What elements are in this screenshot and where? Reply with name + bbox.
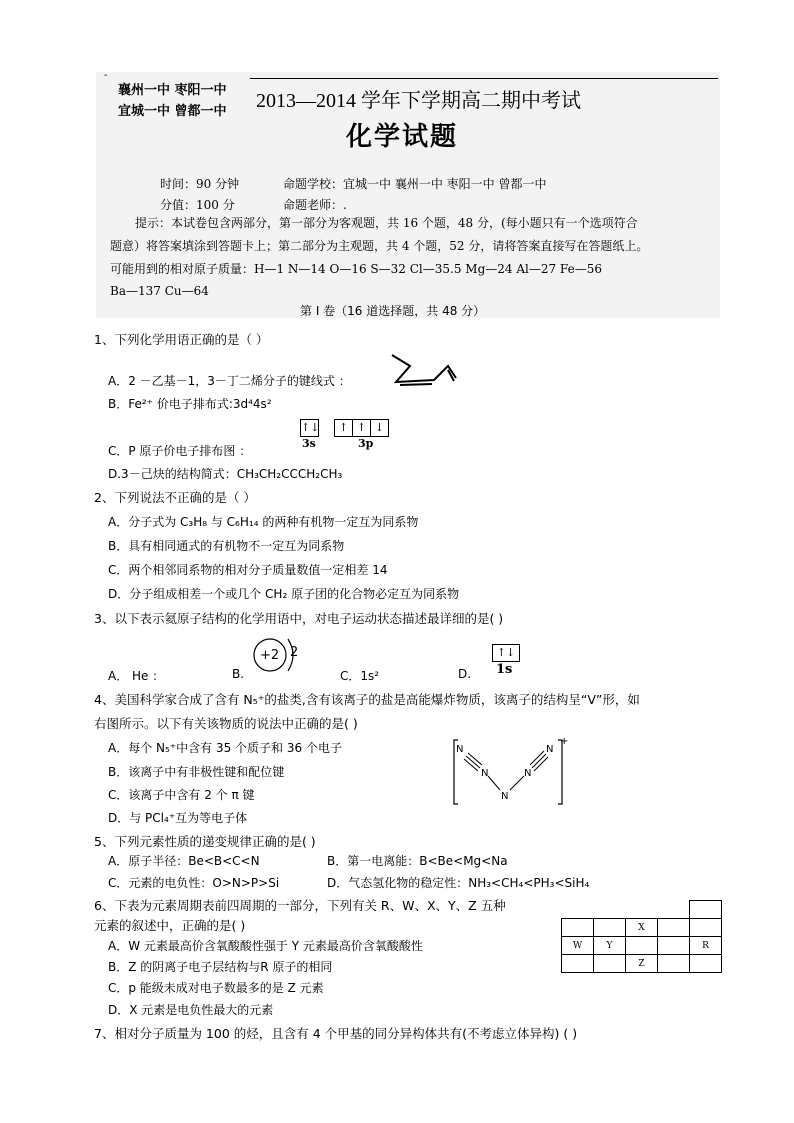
notice-line-3: 可能用到的相对原子质量：H—1 N—14 O—16 S—32 Cl—35.5 Mg—24 Al—27 Fe—56 <box>110 262 602 276</box>
orbital-cell: ↓ <box>374 421 385 434</box>
corner-mark: - <box>104 70 108 81</box>
table-cell <box>562 919 594 937</box>
header-rule <box>250 78 718 79</box>
q1-3s-label: 3s <box>302 437 316 450</box>
q6-stem-line-1: 6、下表为元素周期表前四周期的一部分，下列有关 R、W、X、Y、Z 五种 <box>94 898 506 913</box>
q6-option-d: D．X 元素是电负性最大的元素 <box>108 1003 274 1017</box>
table-row <box>562 955 722 973</box>
q1-orbital-diagram <box>300 419 410 455</box>
table-cell <box>658 919 690 937</box>
q3-option-c: C．1s² <box>340 669 380 683</box>
q1-option-a: A．2 －乙基－1，3－丁二烯分子的键线式 ： <box>108 374 351 388</box>
q5-option-d: D．气态氢化物的稳定性：NH₃<CH₄<PH₃<SiH₄ <box>327 876 590 890</box>
q4-option-d: D．与 PCl₄⁺互为等电子体 <box>108 811 248 825</box>
q6-option-b: B．Z 的阴离子电子层结构与R 原子的相同 <box>108 960 333 974</box>
schools-line-2: 宜城一中 曾都一中 <box>118 104 227 119</box>
q1-option-d: D.3－己炔的结构简式：CH₃CH₂CCCH₂CH₃ <box>108 467 343 481</box>
table-cell: R <box>690 937 722 955</box>
table-cell: W <box>562 937 594 955</box>
exam-teacher: 命题老师：. <box>283 198 347 212</box>
q4-stem-line-2: 右图所示。以下有关该物质的说法中正确的是( ) <box>94 716 358 731</box>
table-cell <box>594 919 626 937</box>
q2-option-c: C．两个相邻同系物的相对分子质量数值一定相差 14 <box>108 563 388 577</box>
q6-stem-line-2: 元素的叙述中，正确的是( ) <box>94 918 246 933</box>
notice-line-1: 提示：本试卷包含两部分，第一部分为客观题，共 16 个题，48 分，(每小题只有一个选项符合 <box>135 216 638 230</box>
orbital-cell: ↑ <box>335 420 353 436</box>
q1-option-b: B．Fe²⁺ 价电子排布式:3d⁴4s² <box>108 397 272 411</box>
table-cell: X <box>626 919 658 937</box>
q3-option-b: B. <box>232 667 245 681</box>
q3-option-a: A． He ： <box>108 669 165 683</box>
q3-1s-label: 1s <box>496 662 513 677</box>
q1-stem: 1、下列化学用语正确的是（ ） <box>94 332 269 347</box>
q1-option-c: C．P 原子价电子排布图 ： <box>108 444 252 458</box>
table-cell <box>594 901 626 919</box>
table-row <box>562 901 722 919</box>
orbital-cell: ↑↓ <box>301 421 320 434</box>
q4-option-b: B．该离子中有非极性键和配位键 <box>108 765 285 779</box>
table-cell <box>562 955 594 973</box>
table-row <box>562 919 722 937</box>
q4-atom-n1: N <box>456 744 464 755</box>
q5-option-c: C．元素的电负性：O>N>P>Si <box>108 876 280 890</box>
q1-3p-label: 3p <box>358 437 374 450</box>
notice-line-2: 题意）将答案填涂到答题卡上；第二部分为主观题，共 4 个题，52 分，请将答案直接写在答题纸上。 <box>110 239 649 253</box>
table-cell <box>626 937 658 955</box>
q2-option-b: B．具有相同通式的有机物不一定互为同系物 <box>108 539 345 553</box>
table-cell <box>594 955 626 973</box>
q2-stem: 2、下列说法不正确的是（ ） <box>94 490 256 505</box>
table-cell <box>658 901 690 919</box>
q4-atom-n2: N <box>481 768 489 779</box>
q5-option-b: B．第一电离能：B<Be<Mg<Na <box>327 854 508 868</box>
q1-bond-line-structure <box>390 352 460 388</box>
q3-stem: 3、以下表示氦原子结构的化学用语中，对电子运动状态描述最详细的是( ) <box>94 611 504 626</box>
q5-option-a: A．原子半径：Be<B<C<N <box>108 854 260 868</box>
table-cell <box>690 919 722 937</box>
table-cell: Z <box>626 955 658 973</box>
exam-title: 2013—2014 学年下学期高二期中考试 <box>256 90 581 112</box>
table-row <box>562 937 722 955</box>
q3-option-d: D. <box>458 667 472 681</box>
q1-3s-box <box>300 419 319 437</box>
table-cell: Y <box>594 937 626 955</box>
q3-shell-electrons: 2 <box>290 645 299 660</box>
q4-charge: + <box>560 736 569 747</box>
q2-option-a: A．分子式为 C₃H₈ 与 C₆H₁₄ 的两种有机物一定互为同系物 <box>108 515 419 529</box>
q6-periodic-table-fragment <box>561 900 722 973</box>
q1-3p-box <box>334 419 389 437</box>
exam-time: 时间：90 分钟 <box>160 177 240 191</box>
q4-stem-line-1: 4、美国科学家合成了含有 N₅⁺的盐类,含有该离子的盐是高能爆炸物质，该离子的结构呈“V”形，如 <box>94 692 640 707</box>
table-cell <box>690 901 722 919</box>
schools-line-1: 襄州一中 枣阳一中 <box>118 83 227 98</box>
q6-option-c: C．p 能级未成对电子数最多的是 Z 元素 <box>108 981 324 995</box>
table-cell <box>626 901 658 919</box>
q5-stem: 5、下列元素性质的递变规律正确的是( ) <box>94 834 316 849</box>
q4-option-a: A．每个 N₅⁺中含有 35 个质子和 36 个电子 <box>108 741 342 755</box>
q3-1s-box <box>492 644 520 662</box>
q6-option-a: A．W 元素最高价含氧酸酸性强于 Y 元素最高价含氧酸酸性 <box>108 939 423 953</box>
q2-option-d: D．分子组成相差一个或几个 CH₂ 原子团的化合物必定互为同系物 <box>108 587 460 601</box>
exam-schools: 命题学校：宜城一中 襄州一中 枣阳一中 曾都一中 <box>283 177 547 191</box>
q4-atom-n3: N <box>501 791 509 802</box>
q4-atom-n4: N <box>524 768 532 779</box>
subject-title: 化学试题 <box>346 122 459 152</box>
table-cell <box>658 955 690 973</box>
exam-score: 分值：100 分 <box>160 198 235 212</box>
q4-atom-n5: N <box>546 744 554 755</box>
q4-option-c: C．该离子中含有 2 个 π 键 <box>108 788 255 802</box>
notice-line-4: Ba—137 Cu—64 <box>110 284 209 298</box>
table-cell <box>690 955 722 973</box>
q4-n5-ion-structure <box>452 736 572 808</box>
orbital-cell: ↑↓ <box>496 646 516 659</box>
q3-orbital-diagram <box>492 644 532 680</box>
section-1-title: 第 I 卷（16 道选择题，共 48 分） <box>300 304 486 318</box>
orbital-cell: ↑ <box>353 420 371 436</box>
table-cell <box>562 901 594 919</box>
q3-nucleus-label: +2 <box>260 648 280 663</box>
table-cell <box>658 937 690 955</box>
q7-stem: 7、相对分子质量为 100 的烃，且含有 4 个甲基的同分异构体共有(不考虑立体异构) ( ) <box>94 1026 578 1041</box>
